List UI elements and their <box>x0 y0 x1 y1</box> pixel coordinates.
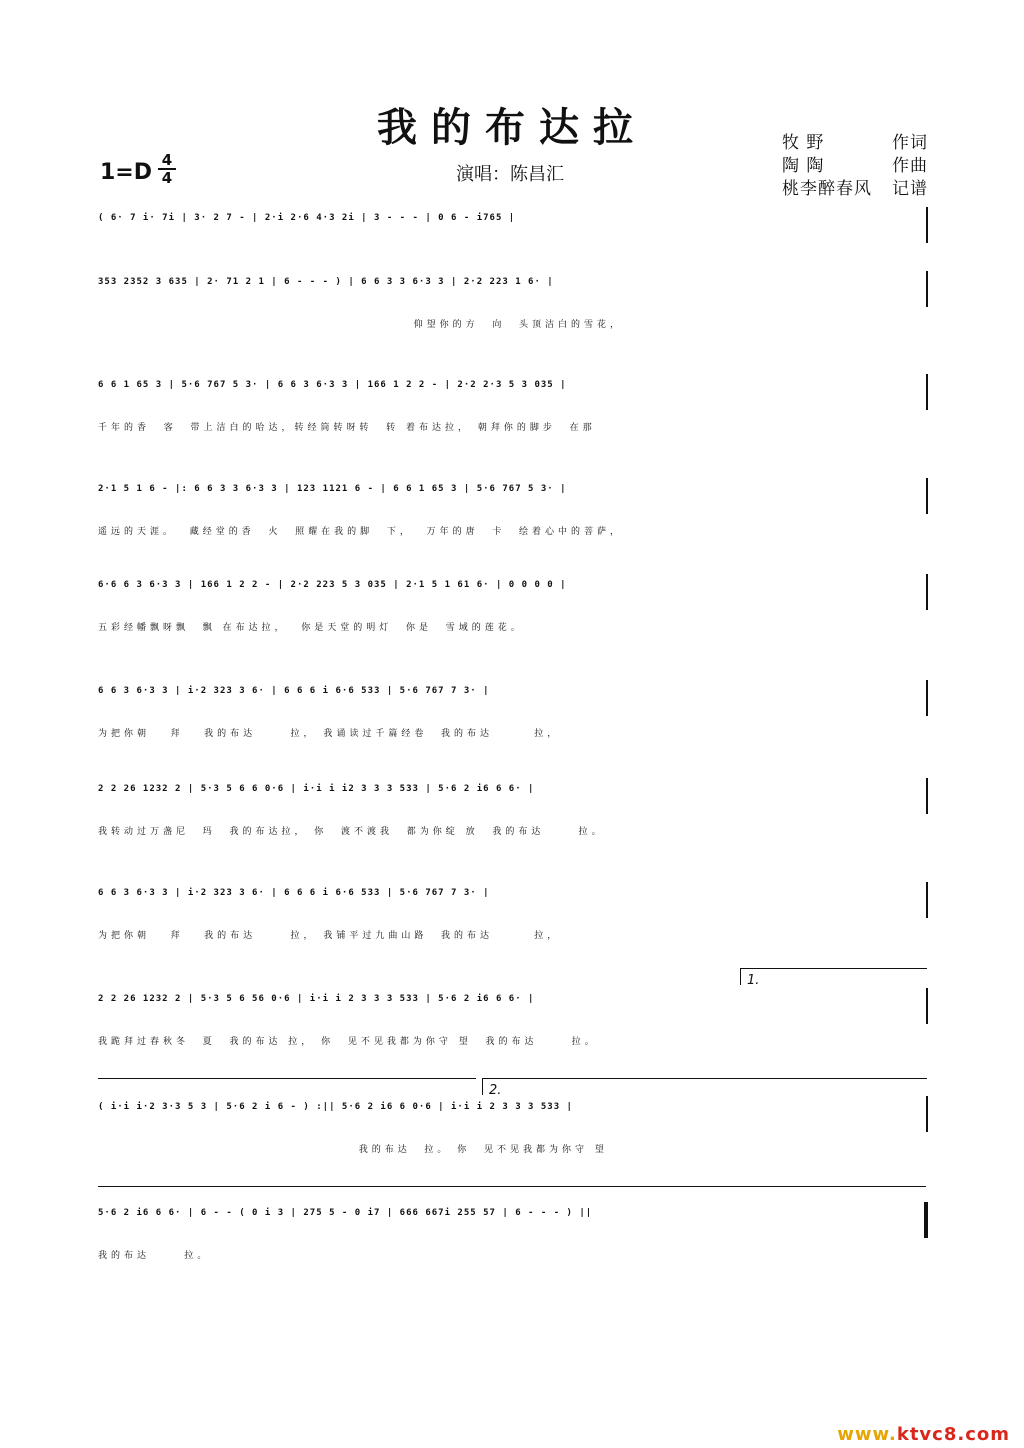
staff-row-5 <box>98 580 928 633</box>
staff-row-2 <box>98 277 928 330</box>
credit-composer <box>782 151 928 176</box>
time-signature-bottom: 4 <box>161 169 173 187</box>
time-signature-top: 4 <box>161 151 173 169</box>
performer: 演唱：陈昌汇 <box>456 164 564 185</box>
credit-name: 陶 陶 <box>782 156 825 176</box>
notation-line: ( i·i i·2 3·3 5 3 | 5·6 2 i 6 - ) :|| 5·6 2 i6 6 0·6 | i·i i 2 3 3 3 533 | <box>98 1102 573 1112</box>
notation-line: 5·6 2 i6 6 6· | 6 - - ( 0 i 3 | 275 5 - 0 i7 | 666 667i 255 57 | 6 - - - ) || <box>98 1208 593 1218</box>
lyric-line: 我的布达 拉。 你 见不见我都为你守 望 <box>98 1145 608 1155</box>
credit-role: 作曲 <box>892 156 928 176</box>
lyric-line: 我的布达 拉。 <box>98 1251 211 1261</box>
lyric-line: 千年的香 客 带上洁白的哈达，转经筒转呀转 转 着布达拉， 朝拜你的脚步 在那 <box>98 423 596 433</box>
notation-line: 2·1 5 1 6 - |: 6 6 3 3 6·3 3 | 123 1121 6 - | 6 6 1 65 3 | 5·6 767 5 3· | <box>98 484 567 494</box>
notation-line: 6 6 1 65 3 | 5·6 767 5 3· | 6 6 3 6·3 3 | 166 1 2 2 - | 2·2 2·3 5 3 035 | <box>98 380 567 390</box>
staff-row-9 <box>98 973 928 1047</box>
credit-name: 牧 野 <box>782 133 825 153</box>
volta-second-ending <box>482 1078 927 1098</box>
volta-label: 2. <box>489 1083 502 1098</box>
watermark-domain: ktvc8.com <box>896 1424 1010 1445</box>
staff-row-7 <box>98 784 928 837</box>
lyric-line: 遥远的天涯。 藏经堂的香 火 照耀在我的脚 下， 万年的唐 卡 绘着心中的菩萨， <box>98 527 624 537</box>
staff-row-8 <box>98 888 928 941</box>
notation-line: 6 6 3 6·3 3 | i·2 323 3 6· | 6 6 6 i 6·6 533 | 5·6 767 7 3· | <box>98 888 490 898</box>
staff-row-6 <box>98 686 928 739</box>
notation-line: 6·6 6 3 6·3 3 | 166 1 2 2 - | 2·2 223 5 3 035 | 2·1 5 1 61 6· | 0 0 0 0 | <box>98 580 567 590</box>
notation-line: 2 2 26 1232 2 | 5·3 5 6 6 0·6 | i·i i i2 3 3 3 533 | 5·6 2 i6 6 6· | <box>98 784 535 794</box>
staff-row-4 <box>98 484 928 537</box>
lyric-line: 为把你朝 拜 我的布达 拉， 我诵读过千篇经卷 我的布达 拉， <box>98 729 561 739</box>
lyric-line: 为把你朝 拜 我的布达 拉， 我铺平过九曲山路 我的布达 拉， <box>98 931 561 941</box>
staff-top-line <box>98 1186 926 1203</box>
staff-row-1 <box>98 213 928 263</box>
time-signature <box>157 152 177 186</box>
key-signature: 1=D <box>100 160 153 185</box>
volta-repeat-bracket <box>98 1078 476 1095</box>
staff-row-11 <box>98 1208 928 1261</box>
notation-line: ( 6· 7 i· 7i | 3· 2 7 - | 2·i 2·6 4·3 2i | 3 - - - | 0 6 - i765 | <box>98 213 516 223</box>
volta-label: 1. <box>747 973 760 988</box>
notation-line: 353 2352 3 635 | 2· 71 2 1 | 6 - - - ) | 6 6 3 3 6·3 3 | 2·2 223 1 6· | <box>98 277 554 287</box>
credit-name: 桃李醉春风 <box>782 179 872 199</box>
notation-line: 6 6 3 6·3 3 | i·2 323 3 6· | 6 6 6 i 6·6 533 | 5·6 767 7 3· | <box>98 686 490 696</box>
staff-row-10 <box>98 1083 928 1155</box>
credit-role: 作词 <box>892 133 928 153</box>
watermark-prefix: www. <box>837 1424 897 1445</box>
credit-role: 记谱 <box>892 179 928 199</box>
page-title: 我的布达拉 <box>377 104 647 151</box>
volta-first-ending <box>740 968 927 988</box>
watermark <box>837 1424 1010 1445</box>
lyric-line: 我转动过万盏尼 玛 我的布达拉， 你 渡不渡我 都为你绽 放 我的布达 拉。 <box>98 827 605 837</box>
credit-transcriber <box>782 174 928 199</box>
lyric-line: 五彩经幡飘呀飘 飘 在布达拉， 你是天堂的明灯 你是 雪域的莲花。 <box>98 623 524 633</box>
lyric-line: 我跪拜过春秋冬 夏 我的布达 拉， 你 见不见我都为你守 望 我的布达 拉。 <box>98 1037 598 1047</box>
notation-line: 2 2 26 1232 2 | 5·3 5 6 56 0·6 | i·i i 2 3 3 3 533 | 5·6 2 i6 6 6· | <box>98 994 535 1004</box>
staff-row-3 <box>98 380 928 433</box>
lyric-line: 仰望你的方 向 头顶洁白的雪花， <box>98 320 624 330</box>
credit-lyricist <box>782 128 928 153</box>
